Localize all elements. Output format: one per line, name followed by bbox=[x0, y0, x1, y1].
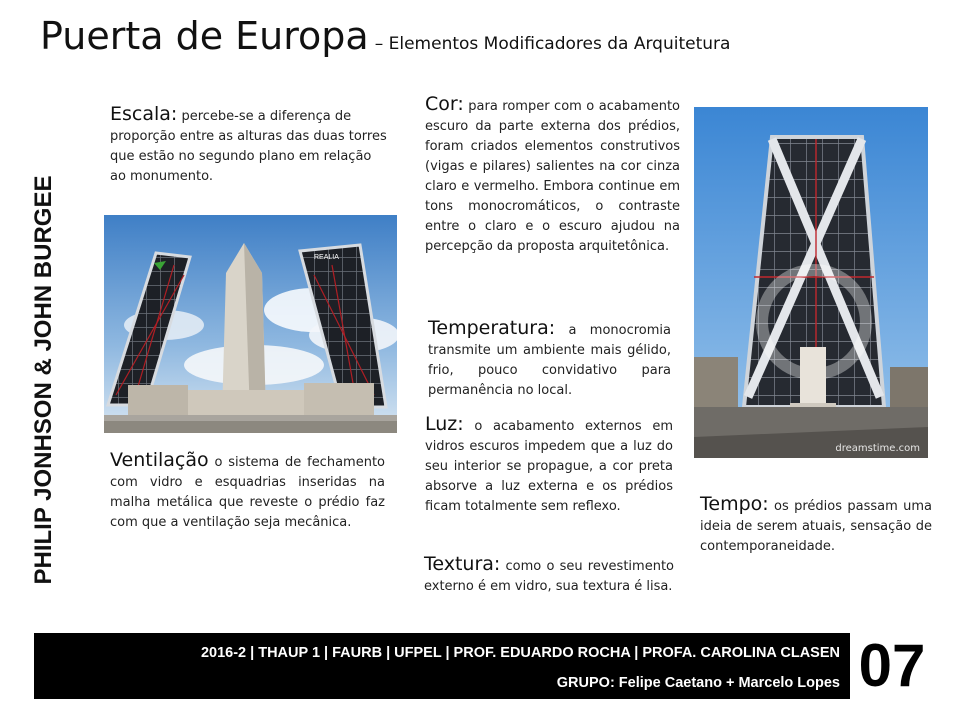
section-cor bbox=[425, 94, 680, 257]
photo-watermark: dreamstime.com bbox=[835, 443, 920, 454]
footer-group-info: GRUPO: Felipe Caetano + Marcelo Lopes bbox=[556, 675, 840, 691]
section-temperatura bbox=[428, 318, 671, 401]
slide-title bbox=[40, 14, 730, 58]
tempo-body: os prédios passam uma ideia de serem atuais, sensação de contemporaneidade. bbox=[700, 499, 932, 554]
escala-heading: Escala: bbox=[110, 103, 178, 125]
section-textura bbox=[424, 554, 674, 597]
temperatura-body: a monocromia transmite um ambiente mais gélido, frio, pouco convidativo para permanência no local. bbox=[428, 323, 671, 398]
footer-course-info: 2016-2 | THAUP 1 | FAURB | UFPEL | PROF. EDUARDO ROCHA | PROFA. CAROLINA CLASEN bbox=[200, 645, 840, 661]
section-escala bbox=[110, 104, 390, 187]
section-luz bbox=[425, 414, 673, 517]
textura-body: como o seu revestimento externo é em vidro, sua textura é lisa. bbox=[424, 559, 674, 594]
textura-heading: Textura: bbox=[424, 553, 501, 575]
title-subtitle: – Elementos Modificadores da Arquitetura bbox=[374, 34, 731, 54]
tower-sign-text: REALIA bbox=[314, 254, 339, 261]
cor-body: para romper com o acabamento escuro da parte externa dos prédios, foram criados elementos construtivos (vigas e pilares) salientes na cor cinza claro e vermelho. Embora continue em tons monocromáticos, o contraste entre o claro e o escuro ajudou na percepção da proposta arquitetônica. bbox=[425, 99, 680, 254]
photo-towers-monument bbox=[104, 215, 397, 433]
luz-body: o acabamento externos em vidros escuros impedem que a luz do seu interior se propague, a cor preta absorve a luz externa e os prédios ficam totalmente sem reflexo. bbox=[425, 419, 673, 514]
page-number: 07 bbox=[858, 632, 926, 699]
footer-bar bbox=[34, 633, 850, 699]
photo-tower-from-below bbox=[694, 107, 928, 458]
ventilacao-heading: Ventilação bbox=[110, 449, 209, 471]
section-tempo bbox=[700, 494, 932, 557]
escala-body: percebe-se a diferença de proporção entre as alturas das duas torres que estão no segundo plano em relação ao monumento. bbox=[110, 109, 387, 184]
cor-heading: Cor: bbox=[425, 93, 464, 115]
luz-heading: Luz: bbox=[425, 413, 464, 435]
ventilacao-body: o sistema de fechamento com vidro e esquadrias inseridas na malha metálica que reveste o prédio faz com que a ventilação seja mecânica. bbox=[110, 455, 385, 530]
authors-vertical-label: PHILIP JONHSON & JOHN BURGEE bbox=[30, 175, 57, 585]
section-ventilacao bbox=[110, 450, 385, 533]
tempo-heading: Tempo: bbox=[700, 493, 769, 515]
temperatura-heading: Temperatura: bbox=[428, 317, 556, 339]
title-main: Puerta de Europa bbox=[40, 14, 369, 58]
